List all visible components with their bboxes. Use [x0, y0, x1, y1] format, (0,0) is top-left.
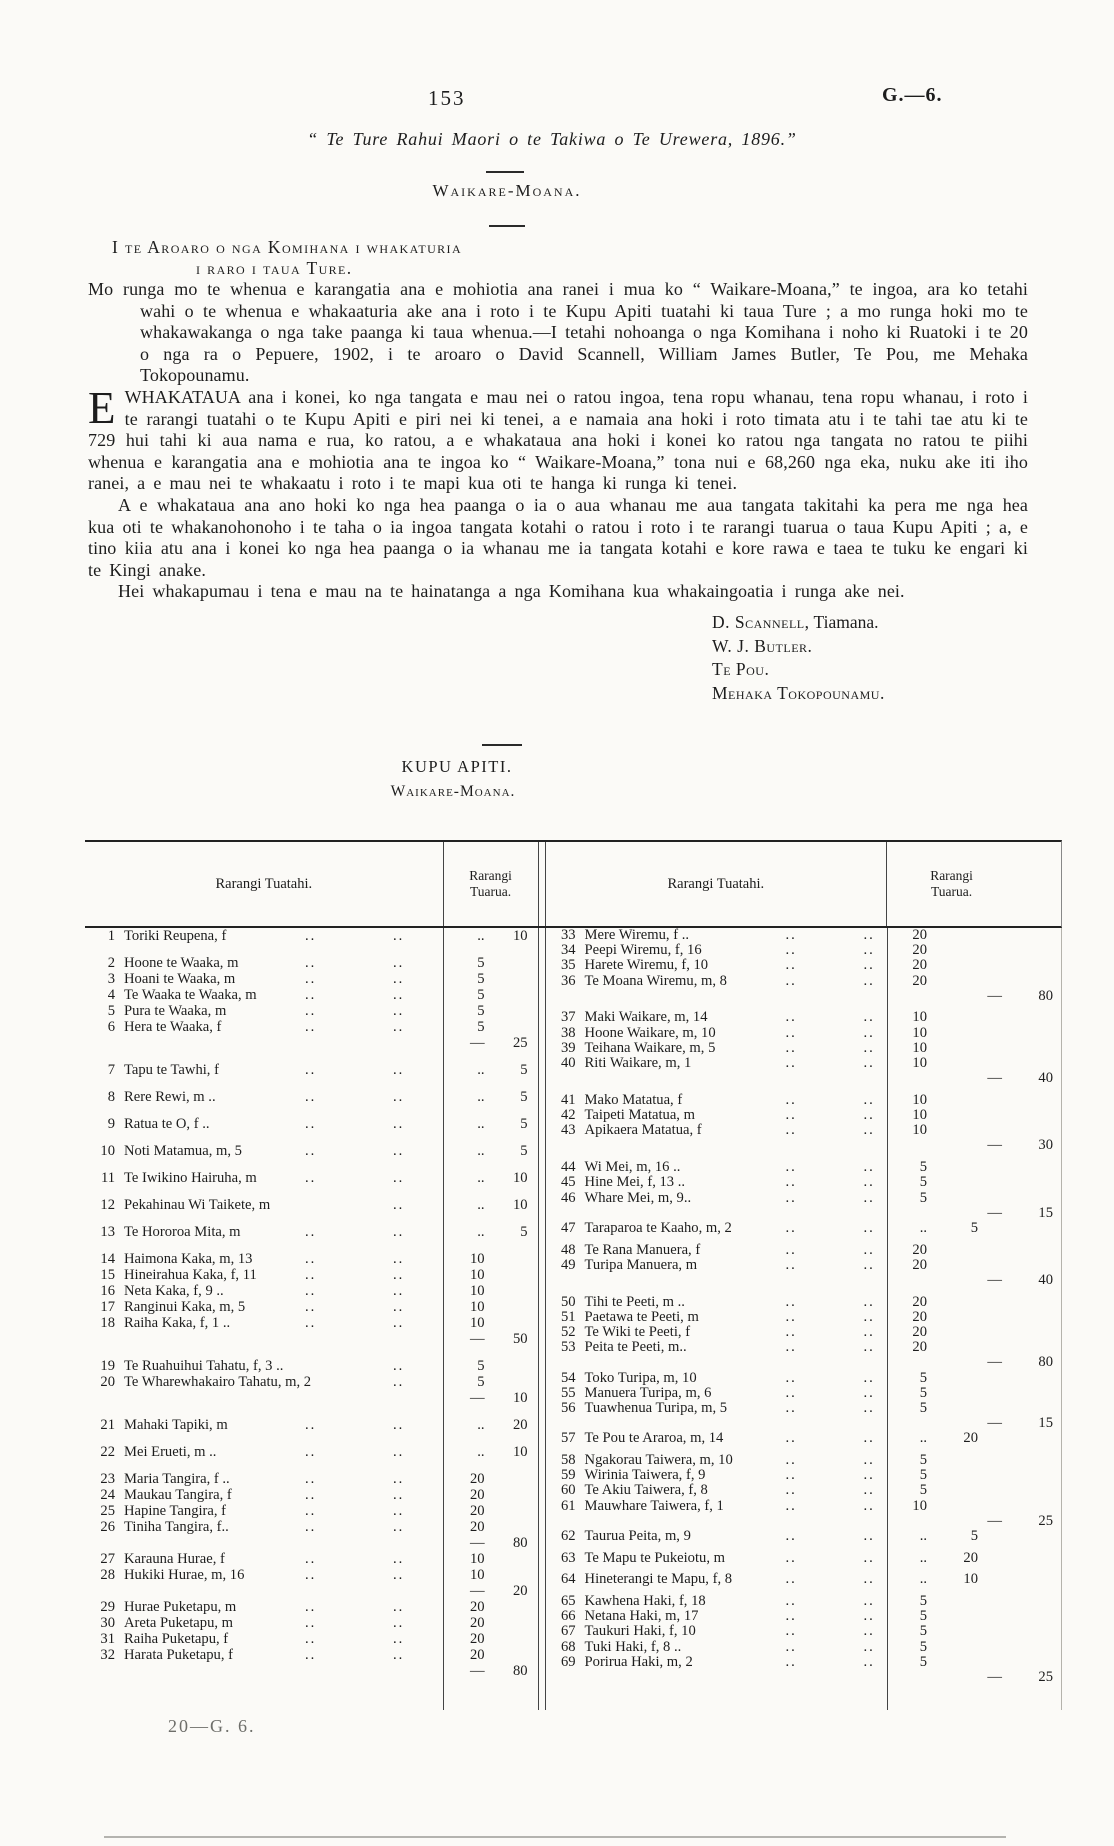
commission-line-1: I te Aroaro o nga Komihana i whakaturia	[112, 237, 463, 257]
signature-line: Te Pou.	[712, 659, 770, 679]
spacer-row	[85, 1213, 538, 1224]
spacer-row	[85, 1132, 538, 1143]
column-rule	[443, 928, 444, 1710]
column-rule	[887, 928, 888, 1710]
page-number: 153	[428, 86, 466, 110]
table-row: 66 Netana Haki, m, 17 .. .. 5	[560, 1608, 927, 1625]
table-row: 33 Mere Wiremu, f .. .. .. 20	[560, 928, 927, 943]
place-heading: Waikare-Moana.	[432, 181, 582, 200]
table-row: 27 Karauna Hurae, f .. .. 10	[100, 1551, 485, 1567]
paragraph-2-text: WHAKATAUA ana i konei, ko nga tangata e mau nei o ratou ingoa, tena ropu whanau, tena ropu whanau, i roto i te rarangi tuatahi o te Kupu Apiti e piri nei ki tenei, a e namaia ana hoki i roto timata atu i te tahi tae atu ki te 729 hui tahi ki aua nama e rua, ko ratou, a e whakataua ana hoki i konei ko ratou nga tangata no ratou te piihi whenua e karangatia ana e mohiotia ana te ingoa ko “ Waikare-Moana,” tona nui e 68,260 nga eka, nuku ake iti iho ranei, a e mau nei te whakaatu i roto i te mapi kua oti te hanga ki runga ki tenei.	[88, 386, 1028, 494]
signature-line: Mehaka Tokopounamu.	[712, 682, 885, 703]
paragraph-1: Mo runga mo te whenua e karangatia ana e mohiotia ana ranei i mua ko “ Waikare-Moana,” te ingoa, ara ko tetahi wahi o te whenua e whakaaturia ake ana i roto i te Kupu Apiti tuatahi ki taua Ture ; a mo runga hoki mo te whakawakanga o nga take paanga ki taua whenua.—I tetahi nohoanga o nga Komihana i noho ki Ruatoki i te 20 o nga ra o Pepuere, 1902, i te aroaro o David Scannell, William James Butler, Te Pou, me Mehaka Tokopounamu.	[88, 279, 1028, 386]
table-row: 22 Mei Erueti, m .. .. .. .. 10	[100, 1444, 528, 1460]
table-row: 26 Tiniha Tangira, f.. .. .. 20	[100, 1519, 485, 1535]
divider-rule	[482, 744, 522, 746]
table-row: 31 Raiha Puketapu, f .. .. 20	[100, 1631, 485, 1647]
subtotal-row: — 80	[987, 1354, 1053, 1371]
table-row: 39 Teihana Waikare, m, 5 .. .. 10	[560, 1039, 927, 1056]
table-row: 56 Tuawhenua Turipa, m, 5 .. .. 5	[560, 1399, 927, 1416]
subtotal-row: — 15	[987, 1204, 1053, 1221]
table-row: 48 Te Rana Manuera, f .. .. 20	[560, 1241, 927, 1258]
table-row: 52 Te Wiki te Peeti, f .. .. 20	[560, 1324, 927, 1340]
schedule-title: KUPU APITI.	[401, 757, 513, 776]
table-row: 51 Paetawa te Peeti, m .. .. 20	[560, 1308, 927, 1325]
table-row: 9 Ratua te O, f .. .. .. .. 5	[107, 1116, 528, 1132]
table-row: 40 Riti Waikare, m, 1 .. .. 10	[560, 1055, 927, 1071]
table-left-half	[85, 928, 538, 1710]
spacer-row	[85, 944, 538, 955]
table-row: 14 Haimona Kaka, m, 13 .. .. 10	[100, 1251, 485, 1267]
table-row: 35 Harete Wiremu, f, 10 .. .. 20	[560, 957, 927, 974]
subtotal-row: — 40	[987, 1271, 1053, 1288]
printer-footline: 20—G. 6.	[168, 1716, 256, 1736]
header-rarangi-tuatahi-right: Rarangi Tuatahi.	[667, 875, 765, 892]
subtotal-row: — 50	[469, 1331, 528, 1347]
table-row: 47 Taraparoa te Kaaho, m, 2 .. .. .. 5	[560, 1219, 978, 1236]
spacer-row	[85, 1186, 538, 1197]
spacer-row	[85, 1433, 538, 1444]
table-row: 45 Hine Mei, f, 13 .. .. .. 5	[560, 1174, 927, 1191]
table-row: 42 Taipeti Matatua, m .. .. 10	[560, 1107, 927, 1124]
spacer-row	[85, 1240, 538, 1251]
header-rarangi-tuarua-left: Rarangi Tuarua.	[443, 842, 538, 926]
table-row: 5 Pura te Waaka, m .. .. 5	[107, 1003, 485, 1019]
table-row: 65 Kawhena Haki, f, 18 .. .. 5	[560, 1593, 927, 1609]
table-row: 7 Tapu te Tawhi, f .. .. .. 5	[107, 1062, 528, 1078]
table-row: 38 Hoone Waikare, m, 10 .. .. 10	[560, 1024, 927, 1041]
table-row: 67 Taukuri Haki, f, 10 .. .. 5	[560, 1623, 927, 1640]
spacer-row	[85, 1078, 538, 1089]
table-row: 6 Hera te Waaka, f .. .. 5	[107, 1019, 485, 1035]
table-row: 16 Neta Kaka, f, 9 .. .. .. 10	[100, 1283, 485, 1299]
table-row: 49 Turipa Manuera, m .. .. 20	[560, 1256, 927, 1273]
table-row: 36 Te Moana Wiremu, m, 8 .. .. 20	[560, 972, 927, 989]
table-row: 44 Wi Mei, m, 16 .. .. .. 5	[560, 1159, 927, 1176]
table-row: 41 Mako Matatua, f .. .. 10	[560, 1091, 927, 1108]
table-row: 15 Hineirahua Kaka, f, 11 .. .. 10	[100, 1267, 485, 1283]
spacer-row	[85, 1347, 538, 1358]
table-row: 37 Maki Waikare, m, 14 .. .. 10	[560, 1009, 927, 1026]
table-row: 32 Harata Puketapu, f .. .. 20	[100, 1647, 485, 1663]
table-row: 68 Tuki Haki, f, 8 .. .. .. 5	[560, 1638, 927, 1655]
table-row: 8 Rere Rewi, m .. .. .. .. 5	[107, 1089, 528, 1105]
subtotal-row: — 20	[469, 1583, 528, 1599]
schedule-subtitle: Waikare-Moana.	[390, 783, 516, 800]
divider-rule	[489, 225, 525, 227]
subtotal-row: — 40	[987, 1070, 1053, 1087]
table-row: 25 Hapine Tangira, f .. .. 20	[100, 1503, 485, 1519]
spacer-row	[85, 1159, 538, 1170]
subtotal-row: — 15	[987, 1415, 1053, 1432]
half-divider	[538, 928, 546, 1710]
table-row: 11 Te Iwikino Hairuha, m .. .. .. 10	[100, 1170, 528, 1186]
commission-heading	[112, 237, 462, 279]
table-row: 13 Te Hororoa Mita, m .. .. .. 5	[100, 1224, 528, 1240]
subtotal-row: — 80	[469, 1535, 528, 1551]
paragraph-2	[88, 382, 1028, 495]
spacer-row	[85, 1051, 538, 1062]
table-row: 18 Raiha Kaka, f, 1 .. .. .. 10	[100, 1315, 485, 1331]
table-row: 30 Areta Puketapu, m .. .. 20	[100, 1615, 485, 1631]
table-row: 12 Pekahinau Wi Taikete, m .. .. 10	[100, 1197, 528, 1213]
subtotal-row: — 25	[987, 1668, 1053, 1685]
schedule-table	[85, 840, 1062, 1710]
subtotal-row: — 80	[469, 1663, 528, 1679]
scan-artifact-line	[104, 1836, 1006, 1838]
signature-line: D. Scannell, Tiamana.	[712, 612, 879, 632]
table-row: 62 Taurua Peita, m, 9 .. .. .. 5	[560, 1527, 978, 1544]
table-body	[85, 928, 1062, 1710]
table-row: 1 Toriki Reupena, f .. .. .. 10	[107, 928, 528, 944]
table-row: 46 Whare Mei, m, 9.. .. .. 5	[560, 1189, 927, 1206]
table-row: 57 Te Pou te Araroa, m, 14 .. .. .. 20	[560, 1430, 978, 1447]
table-row: 50 Tihi te Peeti, m .. .. .. 20	[560, 1293, 927, 1310]
divider-rule	[486, 171, 524, 173]
table-row: 4 Te Waaka te Waaka, m .. .. 5	[107, 987, 485, 1003]
paragraph-4: Hei whakapumau i tena e mau na te hainatanga a nga Komihana kua whakaingoatia i runga ake nei.	[118, 581, 905, 602]
table-row: 19 Te Ruahuihui Tahatu, f, 3 .. .. 5	[100, 1358, 485, 1374]
table-row: 29 Hurae Puketapu, m .. .. 20	[100, 1599, 485, 1615]
drop-cap: E	[88, 382, 116, 433]
column-divider	[538, 842, 546, 926]
table-row: 60 Te Akiu Taiwera, f, 8 .. .. 5	[560, 1482, 927, 1499]
table-row: 2 Hoone te Waaka, m .. .. 5	[107, 955, 485, 971]
table-row: 63 Te Mapu te Pukeiotu, m .. .. .. 20	[560, 1549, 978, 1566]
table-header-row	[85, 840, 1062, 928]
table-row: 20 Te Wharewhakairo Tahatu, m, 2 .. 5	[100, 1374, 485, 1390]
header-rarangi-tuatahi-left: Rarangi Tuatahi.	[215, 875, 313, 892]
body-text	[88, 279, 1028, 603]
subtotal-row: — 80	[987, 987, 1053, 1004]
table-row: 58 Ngakorau Taiwera, m, 10 .. .. 5	[560, 1452, 927, 1468]
header-rarangi-tuarua-right: Rarangi Tuarua.	[886, 842, 1061, 926]
table-row: 23 Maria Tangira, f .. .. .. 20	[100, 1471, 485, 1487]
table-row: 43 Apikaera Matatua, f .. .. 10	[560, 1122, 927, 1139]
signature-line: W. J. Butler.	[712, 635, 813, 656]
document-title: “ Te Ture Rahui Maori o te Takiwa o Te Urewera, 1896.”	[307, 129, 797, 149]
paragraph-3: A e whakataua ana ano hoki ko nga hea paanga o ia o aua whanau me aua tangata takitahi ka pera me nga hea kua oti te whakanohonoho i te taha o ia ingoa tangata kotahi o ratou i roto i te rarangi tuarua o taua Kupu Apiti ; a, e tino kiia atu ana i konei ko nga hea paanga o ia whanau me ia tangata kotahi e kore rawa e taea te tuku ke engari ki te Kingi anake.	[88, 494, 1028, 580]
table-row: 21 Mahaki Tapiki, m .. .. .. 20	[100, 1417, 528, 1433]
table-row: 17 Ranginui Kaka, m, 5 .. .. 10	[100, 1299, 485, 1315]
spacer-row	[85, 1460, 538, 1471]
table-row: 24 Maukau Tangira, f .. .. 20	[100, 1487, 485, 1503]
table-row: 59 Wirinia Taiwera, f, 9 .. .. 5	[560, 1467, 927, 1484]
table-row: 53 Peita te Peeti, m.. .. .. 20	[560, 1339, 927, 1356]
table-row: 3 Hoani te Waaka, m .. .. 5	[107, 971, 485, 987]
commission-line-2: i raro i taua Ture.	[196, 258, 353, 278]
signature-block	[712, 611, 885, 705]
subtotal-row: — 10	[469, 1390, 528, 1406]
subtotal-row: — 25	[469, 1035, 528, 1051]
subtotal-row: — 25	[987, 1512, 1053, 1529]
table-row: 10 Noti Matamua, m, 5 .. .. .. 5	[100, 1143, 528, 1159]
table-row: 28 Hukiki Hurae, m, 16 .. .. 10	[100, 1567, 485, 1583]
table-row: 34 Peepi Wiremu, f, 16 .. .. 20	[560, 942, 927, 959]
spacer-row	[85, 1406, 538, 1417]
paper-reference: G.—6.	[882, 84, 943, 106]
table-row: 55 Manuera Turipa, m, 6 .. .. 5	[560, 1384, 927, 1401]
table-right-half	[546, 928, 1061, 1710]
table-row: 64 Hineterangi te Mapu, f, 8 .. .. .. 10	[560, 1571, 978, 1588]
table-row: 61 Mauwhare Taiwera, f, 1 .. .. 10	[560, 1497, 927, 1514]
table-row: 69 Porirua Haki, m, 2 .. .. 5	[560, 1653, 927, 1670]
subtotal-row: — 30	[987, 1137, 1053, 1154]
spacer-row	[85, 1105, 538, 1116]
table-row: 54 Toko Turipa, m, 10 .. .. 5	[560, 1369, 927, 1386]
